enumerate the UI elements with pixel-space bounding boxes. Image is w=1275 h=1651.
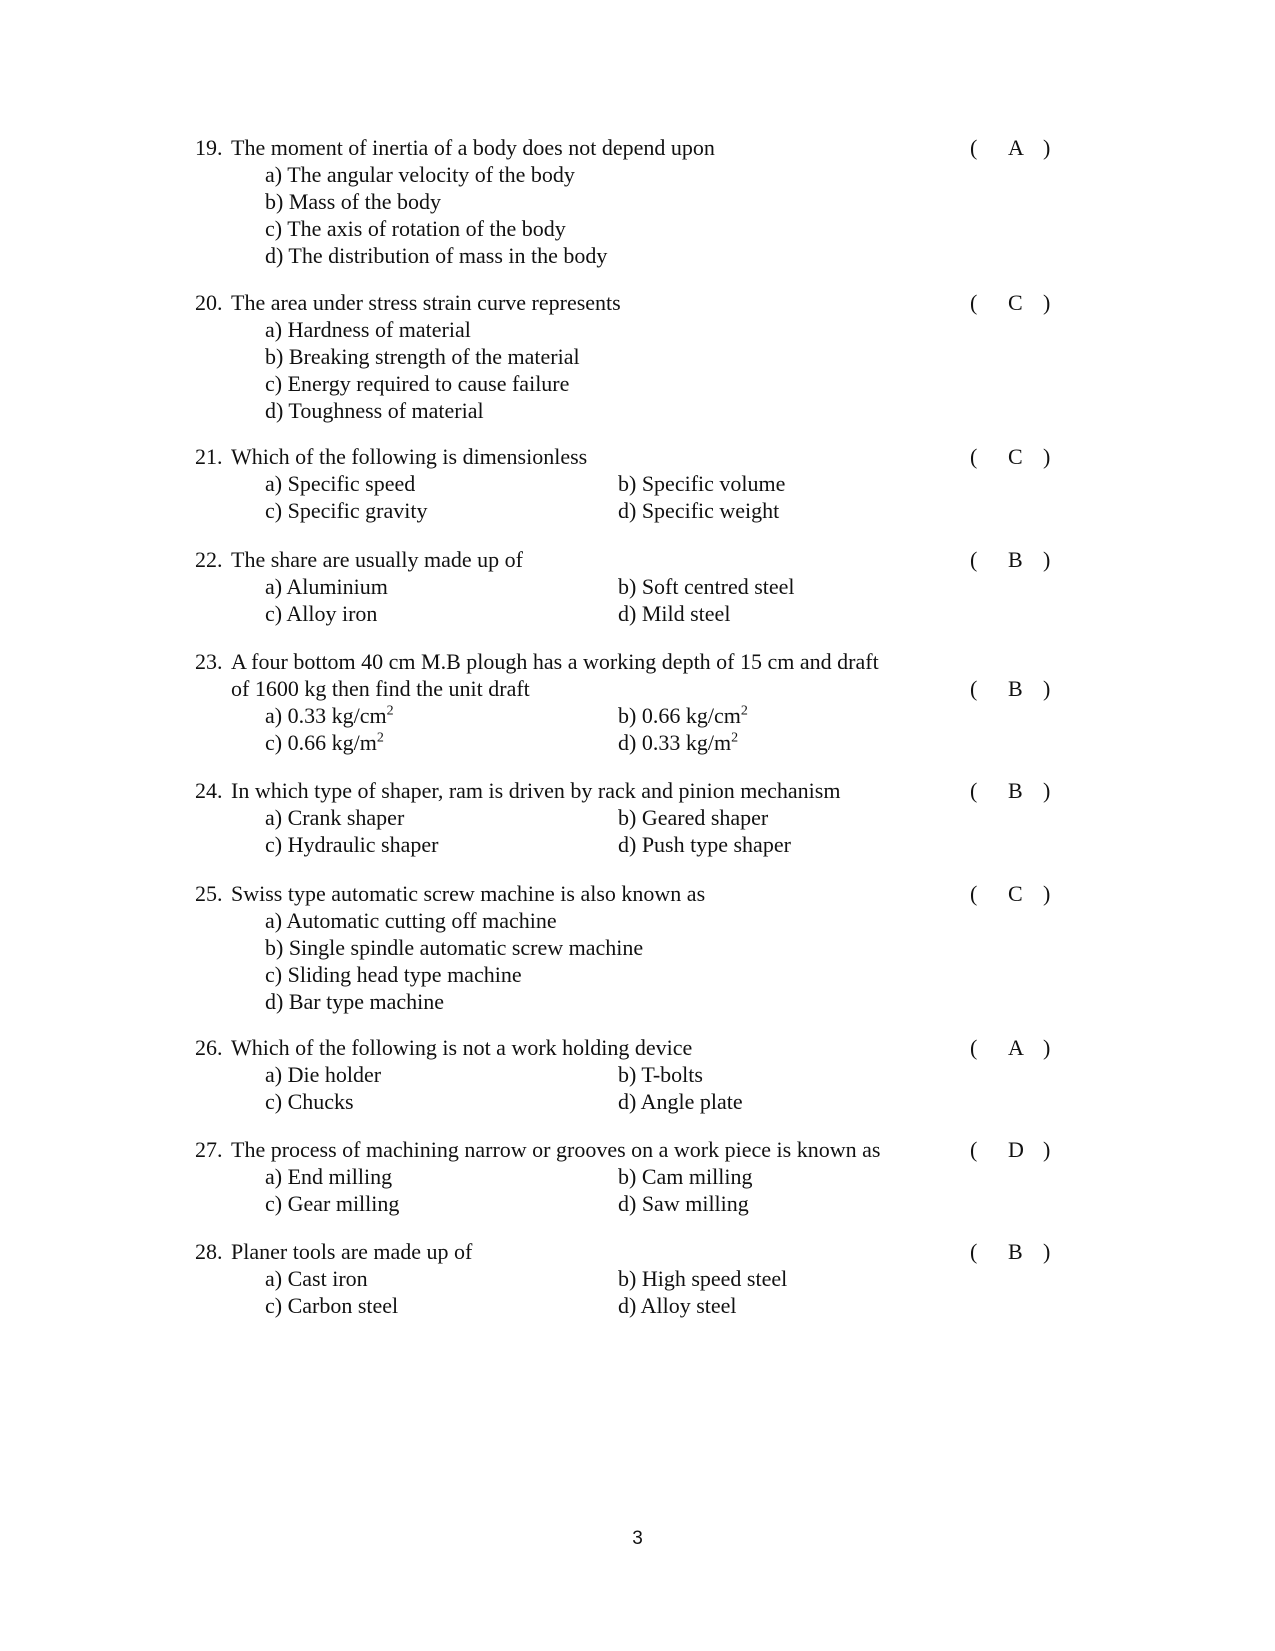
question-number: 25. [195,881,223,906]
question-stem [195,880,1075,907]
answer-close-bracket: ) [1043,1035,1051,1060]
answer-open-bracket: ( [970,1035,978,1060]
option-row [195,215,1075,242]
option-row [195,1163,1075,1190]
option-item: c) Gear milling [265,1191,400,1216]
option-item: c) Specific gravity [265,498,428,523]
question-stem [195,777,1075,804]
answer-open-bracket: ( [970,1137,978,1162]
question-text: The area under stress strain curve represents [231,290,621,315]
option-unit-exponent: 2 [740,703,748,719]
option-list [195,702,1075,756]
question-stem [195,1136,1075,1163]
option-list [195,1163,1075,1217]
option-unit-exponent: 2 [731,730,739,746]
option-item: c) Carbon steel [265,1293,399,1318]
option-item: d) Toughness of material [265,398,484,423]
option-item: a) Automatic cutting off machine [265,908,557,933]
question-27 [195,1136,1075,1217]
question-25 [195,880,1075,1015]
option-text: d) 0.33 kg/m [618,730,732,755]
option-row [195,470,1075,497]
question-19 [195,134,1075,269]
option-item: d) Push type shaper [618,832,791,857]
option-row [195,1190,1075,1217]
option-item: c) Chucks [265,1089,354,1114]
question-stem [195,648,1075,675]
option-row [195,370,1075,397]
option-text: c) 0.66 kg/m [265,730,377,755]
answer-close-bracket: ) [1043,778,1051,803]
question-23 [195,648,1075,756]
question-number: 23. [195,649,223,674]
answer-open-bracket: ( [970,778,978,803]
question-stem [195,134,1075,161]
answer-key [970,546,1050,573]
answer-letter: C [1008,444,1023,469]
option-item: b) Single spindle automatic screw machine [265,935,644,960]
option-item: b) T-bolts [618,1062,703,1087]
option-row [195,907,1075,934]
option-list [195,316,1075,424]
answer-key [970,1034,1050,1061]
option-item [265,729,384,756]
question-number: 27. [195,1137,223,1162]
answer-open-bracket: ( [970,676,978,701]
option-row [195,316,1075,343]
answer-close-bracket: ) [1043,676,1051,701]
answer-key [970,134,1050,161]
question-number: 26. [195,1035,223,1060]
option-list [195,804,1075,858]
option-list [195,573,1075,627]
option-item: d) Saw milling [618,1191,749,1216]
question-text: of 1600 kg then find the unit draft [231,676,530,701]
option-item: a) Specific speed [265,471,416,496]
option-item [618,702,748,729]
answer-key [970,777,1050,804]
question-text: The share are usually made up of [231,547,523,572]
option-text: a) 0.33 kg/cm [265,703,387,728]
answer-open-bracket: ( [970,290,978,315]
answer-close-bracket: ) [1043,135,1051,160]
option-row [195,188,1075,215]
option-row [195,242,1075,269]
question-text: Planer tools are made up of [231,1239,473,1264]
option-item: a) Hardness of material [265,317,471,342]
answer-key [970,1238,1050,1265]
option-item: d) Alloy steel [618,1293,737,1318]
option-item [265,702,394,729]
option-item: b) Mass of the body [265,189,441,214]
answer-key [970,675,1050,702]
option-list [195,470,1075,524]
option-unit-exponent: 2 [386,703,394,719]
option-item: c) Alloy iron [265,601,378,626]
option-item: d) Bar type machine [265,989,444,1014]
question-number: 28. [195,1239,223,1264]
option-item: b) Breaking strength of the material [265,344,580,369]
question-number: 20. [195,290,223,315]
answer-open-bracket: ( [970,135,978,160]
option-row [195,804,1075,831]
question-number: 22. [195,547,223,572]
question-28 [195,1238,1075,1319]
answer-key [970,289,1050,316]
answer-close-bracket: ) [1043,1137,1051,1162]
option-row [195,1292,1075,1319]
answer-open-bracket: ( [970,444,978,469]
option-row [195,1061,1075,1088]
question-stem [195,1034,1075,1061]
option-list [195,1265,1075,1319]
question-22 [195,546,1075,627]
option-row [195,161,1075,188]
option-item: d) Angle plate [618,1089,743,1114]
question-stem [195,443,1075,470]
answer-close-bracket: ) [1043,290,1051,315]
option-row [195,729,1075,756]
answer-open-bracket: ( [970,547,978,572]
option-item [618,729,738,756]
option-item: a) Crank shaper [265,805,405,830]
option-text: b) 0.66 kg/cm [618,703,741,728]
option-list [195,907,1075,1015]
question-stem [195,1238,1075,1265]
answer-close-bracket: ) [1043,1239,1051,1264]
question-number: 19. [195,135,223,160]
option-row [195,497,1075,524]
option-unit-exponent: 2 [376,730,384,746]
option-item: b) High speed steel [618,1266,788,1291]
option-row [195,1265,1075,1292]
option-row [195,1088,1075,1115]
option-item: b) Cam milling [618,1164,753,1189]
option-item: c) Energy required to cause failure [265,371,570,396]
answer-letter: B [1008,1239,1023,1264]
answer-letter: B [1008,547,1023,572]
question-21 [195,443,1075,524]
question-number: 24. [195,778,223,803]
question-text: Swiss type automatic screw machine is also known as [231,881,706,906]
option-row [195,343,1075,370]
answer-key [970,1136,1050,1163]
page-number: 3 [632,1528,643,1549]
option-item: c) The axis of rotation of the body [265,216,566,241]
answer-close-bracket: ) [1043,444,1051,469]
option-row [195,702,1075,729]
option-item: a) The angular velocity of the body [265,162,575,187]
question-stem [195,546,1075,573]
answer-key [970,880,1050,907]
answer-letter: C [1008,290,1023,315]
question-number: 21. [195,444,223,469]
answer-close-bracket: ) [1043,547,1051,572]
answer-letter: B [1008,676,1023,701]
answer-letter: B [1008,778,1023,803]
option-row [195,600,1075,627]
question-text: In which type of shaper, ram is driven by rack and pinion mechanism [231,778,841,803]
option-row [195,573,1075,600]
option-item: b) Soft centred steel [618,574,795,599]
option-item: b) Geared shaper [618,805,769,830]
question-text: Which of the following is not a work holding device [231,1035,693,1060]
question-text: The process of machining narrow or grooves on a work piece is known as [231,1137,881,1162]
question-26 [195,1034,1075,1115]
question-20 [195,289,1075,424]
option-row [195,961,1075,988]
option-item: d) The distribution of mass in the body [265,243,608,268]
option-row [195,988,1075,1015]
answer-open-bracket: ( [970,881,978,906]
option-item: c) Hydraulic shaper [265,832,439,857]
option-row [195,934,1075,961]
answer-close-bracket: ) [1043,881,1051,906]
option-list [195,1061,1075,1115]
answer-key [970,443,1050,470]
option-item: b) Specific volume [618,471,786,496]
option-row [195,397,1075,424]
option-item: a) Cast iron [265,1266,368,1291]
option-item: c) Sliding head type machine [265,962,522,987]
question-24 [195,777,1075,858]
option-list [195,161,1075,269]
option-item: d) Mild steel [618,601,731,626]
answer-letter: A [1008,135,1024,160]
answer-letter: D [1008,1137,1024,1162]
option-item: a) End milling [265,1164,393,1189]
option-item: a) Aluminium [265,574,388,599]
option-item: d) Specific weight [618,498,780,523]
answer-open-bracket: ( [970,1239,978,1264]
option-item: a) Die holder [265,1062,382,1087]
option-row [195,831,1075,858]
answer-letter: A [1008,1035,1024,1060]
question-stem [195,289,1075,316]
answer-letter: C [1008,881,1023,906]
question-text: The moment of inertia of a body does not depend upon [231,135,715,160]
question-stem [195,675,1075,702]
question-text: Which of the following is dimensionless [231,444,588,469]
question-text: A four bottom 40 cm M.B plough has a working depth of 15 cm and draft [231,649,879,674]
